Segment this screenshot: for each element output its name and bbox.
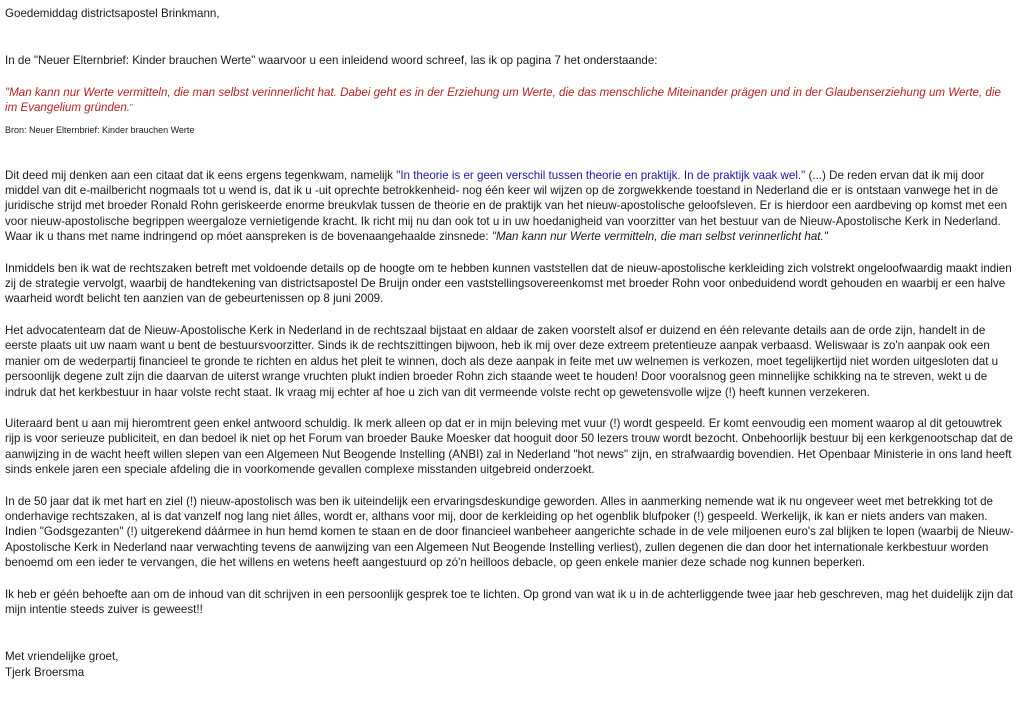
quote-paragraph — [5, 85, 1014, 116]
paragraph-1-part-b: (...) De reden ervan dat ik mij door middel van dit e-mailbericht nogmaals tot u wend is, dat ik u -uit oprechte betrokkenheid- nog één keer wil wijzen op de zorgwekkende toestand in Nederland die er is ontstaan vanwege het in de juridische strijd met broeder Ronald Rohn geriskeerde enorme breukvlak tussen de theorie en de praktijk van het nieuw-apostolische geloofsleven. Er is hierdoor een aardbeving op komst met een voor nieuw-apostolische begrippen weergaloze vernietigende kracht. Ik richt mij nu dan ook tot u in uw hoedanigheid van voorzitter van het bestuur van de Nieuw-Apostolische Kerk in Nederland. Waar ik u thans met name indringend op móet aanspreken is de bovenaangehaalde zinsnede: — [5, 168, 1008, 244]
signature: Tjerk Broersma — [5, 665, 85, 679]
quote-end-mark: " — [130, 103, 133, 113]
intro-paragraph: In de "Neuer Elternbrief: Kinder brauchen Werte" waarvoor u een inleidend woord schreef, las ik op pagina 7 het onderstaande: — [5, 54, 658, 68]
paragraph-3: Het advocatenteam dat de Nieuw-Apostolische Kerk in Nederland in de rechtszaal bijstaat en aldaar de zaken voorstelt alsof er duizend en één relevante details aan de orde zijn, handelt in de eerste plaats uit uw naam want u bent de bestuursvoorzitter. Sinds ik de rechtszittingen bijwoon, heb ik mij over deze extreem pretentieuze aanpak verbaasd. Weliswaar is zo'n aanpak ook een manier om de wederpartij financieel te gronde te richten en aldus het pleit te winnen, doch als deze aanpak in feite met uw welnemen is verkozen, moet tegelijkertijd niet worden uitgesloten dat u persoonlijk degene zult zijn die daarvan de uiterst wrange vruchten plukt indien broeder Rohn zich staande weet te houden! Door vooralsnog geen minnelijke schikking na te streven, wekt u de indruk dat het kerkbestuur in haar volste recht staat. Ik vraag mij echter af hoe u zich van dit vermeende volste recht op gewetensvolle wijze (!) heeft kunnen verzekeren. — [5, 323, 999, 399]
paragraph-5: In de 50 jaar dat ik met hart en ziel (!) nieuw-apostolisch was ben ik uiteindelijk een ervaringsdeskundige geworden. Alles in aanmerking nemende wat ik nu ongeveer weet met betrekking tot de onderhavige rechtszaken, al is dat vanzelf nog lang niet álles, wordt er, althans voor mij, door de kerkleiding op het ogenblik blufpoker (!) gespeeld. Werkelijk, ik kan er niets anders van maken. Indien "Godsgezanten" (!) uitgerekend dáármee in hun hemd komen te staan en de door financieel wanbeheer aangerichte schade in de vele miljoenen euro's zal blijken te lopen (waarbij de Nieuw-Apostolische Kerk in Nederland naar verwachting tevens de aanwijzing van een Algemeen Nut Beogende Instelling verliest), zullen degenen die dan door het internationale kerkbestuur worden benoemd om een ieder te vervangen, die het willens en wetens heeft aangestuurd op zó'n heilloos debacle, op geen enkele manier deze schade nog kunnen beperken. — [5, 494, 1014, 570]
paragraph-6: Ik heb er géén behoefte aan om de inhoud van dit schrijven in een persoonlijk gesprek toe te lichten. Op grond van wat ik u in de achterliggende twee jaar heb geschreven, mag het duidelijk zijn dat mijn intentie steeds zuiver is geweest!! — [5, 587, 1014, 616]
quote-text: "Man kann nur Werte vermitteln, die man selbst verinnerlicht hat. Dabei geht es in der Erziehung um Werte, die das menschliche Miteinander prägen und in der Glaubenserziehung um Werte, die im Evangelium gründen. — [5, 85, 1001, 115]
paragraph-2: Inmiddels ben ik wat de rechtszaken betreft met voldoende details op de hoogte om te hebben kunnen vaststellen dat de nieuw-apostolische kerkleiding zich volstrekt ongeloofwaardig maakt indien zij de strategie vervolgt, waarbij de handtekening van districtsapostel De Bruijn onder een vaststellingsovereenkomst met broeder Rohn voor onbeduidend wordt gehouden en waarbij er een halve waarheid wordt belicht ten aanzien van de gebeurtenissen op 8 juni 2009. — [5, 261, 1012, 306]
paragraph-1-part-a: Dit deed mij denken aan een citaat dat ik eens ergens tegenkwam, namelijk — [5, 168, 397, 182]
closing: Met vriendelijke groet, — [5, 650, 119, 664]
paragraph-1 — [5, 168, 1014, 245]
greeting: Goedemiddag districtsapostel Brinkmann, — [5, 7, 220, 20]
quote-source: Bron: Neuer Elternbrief: Kinder brauchen Werte — [5, 124, 195, 135]
paragraph-1-quote: "Man kann nur Werte vermitteln, die man selbst verinnerlicht hat." — [491, 230, 828, 244]
paragraph-1-citation: "In theorie is er geen verschil tussen theorie en praktijk. In de praktijk vaak wel." — [396, 168, 806, 182]
paragraph-4: Uiteraard bent u aan mij hieromtrent geen enkel antwoord schuldig. Ik merk alleen op dat er in mijn beleving met vuur (!) wordt gespeeld. Er komt eenvoudig een moment waarop al dit getouwtrek rijp is voor serieuze publiciteit, en dan bedoel ik niet op het Forum van broeder Bauke Moesker dat hooguit door 50 lezers trouw wordt bezocht. Onbehoorlijk bestuur bij een kerkgenootschap dat de aanwijzing in de wacht heeft willen slepen van een Algemeen Nut Beogende Instelling (ANBI) zal in Nederland "hot news" zijn, en strafwaardig bovendien. Het Openbaar Ministerie in ons land heeft sinds enkele jaren een speciale afdeling die in voorkomende gevallen complexe misstanden uitgebreid onderzoekt. — [5, 416, 1013, 477]
